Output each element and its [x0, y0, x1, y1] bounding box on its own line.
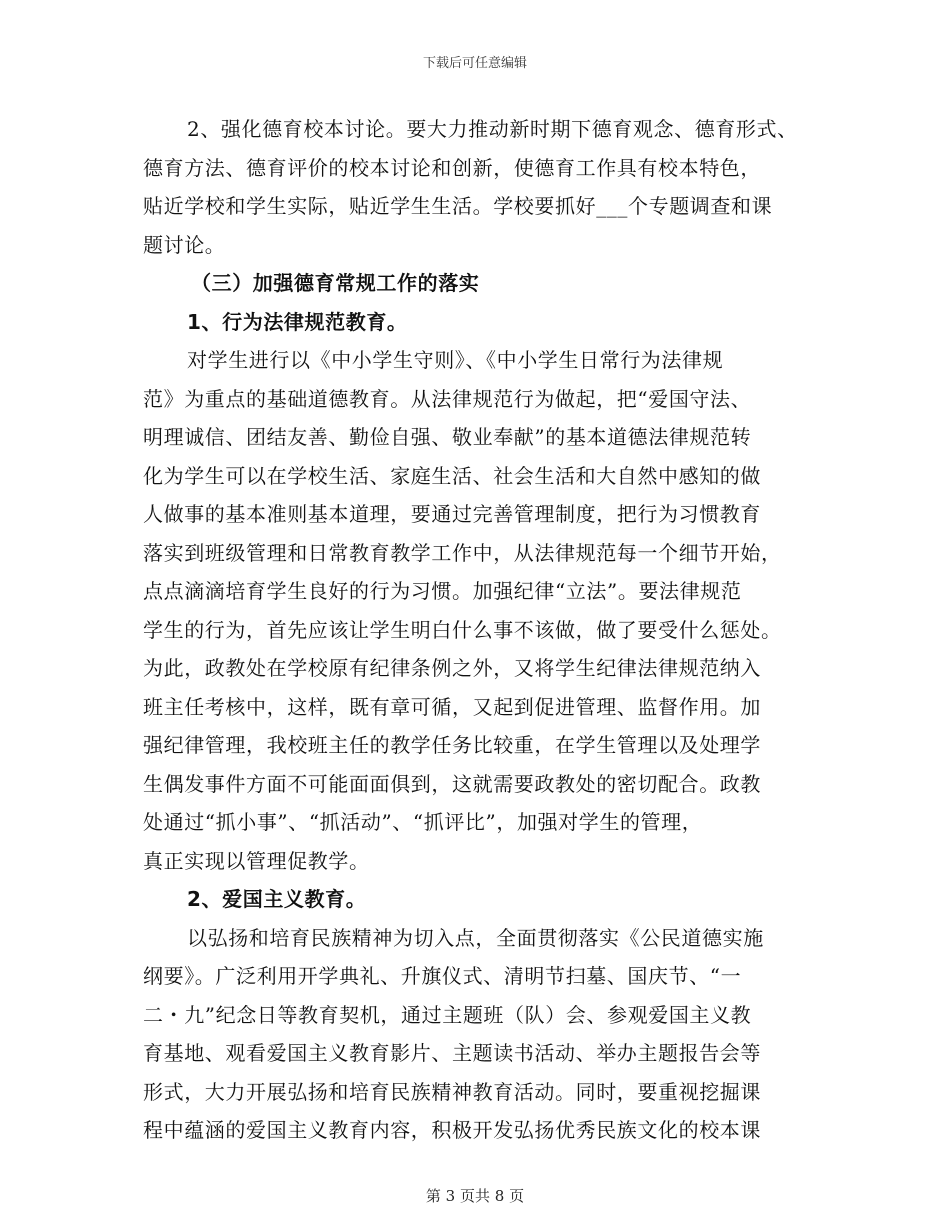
- paragraph-line: 化为学生可以在学校生活、家庭生活、社会生活和大自然中感知的做: [143, 463, 761, 488]
- paragraph-line: 以弘扬和培育民族精神为切入点，全面贯彻落实《公民道德实施: [187, 925, 764, 950]
- paragraph-line: 明理诚信、团结友善、勤俭自强、敬业奉献”的基本道德法律规范转: [143, 425, 752, 449]
- paragraph-line: 题讨论。: [143, 232, 226, 257]
- paragraph-line: 贴近学校和学生实际，贴近学生生活。学校要抓好___个专题调查和课: [143, 194, 773, 218]
- paragraph-line: 对学生进行以《中小学生守则》、《中小学生日常行为法律规: [187, 348, 724, 372]
- paragraph-line: 学生的行为，首先应该让学生明白什么事不该做，做了要受什么惩处。: [143, 617, 782, 642]
- paragraph-line: 德育方法、德育评价的校本讨论和创新，使德育工作具有校本特色，: [143, 155, 761, 180]
- document-body: [143, 110, 823, 1150]
- paragraph-line: 真正实现以管理促教学。: [143, 848, 370, 873]
- section-heading: （三）加强德育常规工作的落实: [191, 271, 480, 295]
- paragraph-line: 班主任考核中，这样，既有章可循，又起到促进管理、监督作用。加: [143, 694, 761, 719]
- paragraph-line: 范》为重点的基础道德教育。从法律规范行为做起，把“爱国守法、: [143, 386, 752, 411]
- paragraph-line: 强纪律管理，我校班主任的教学任务比较重，在学生管理以及处理学: [143, 733, 761, 757]
- subsection-heading: 2、爱国主义教育。: [187, 887, 367, 911]
- paragraph-line: 形式，大力开展弘扬和培育民族精神教育活动。同时，要重视挖掘课: [143, 1079, 761, 1104]
- paragraph-line: 人做事的基本准则基本道理，要通过完善管理制度，把行为习惯教育: [143, 502, 761, 526]
- page-footer: 第 3 页共 8 页: [425, 1187, 525, 1205]
- paragraph-line: 2、强化德育校本讨论。要大力推动新时期下德育观念、德育形式、: [187, 117, 798, 141]
- paragraph-line: 生偶发事件方面不可能面面俱到，这就需要政教处的密切配合。政教: [143, 771, 761, 796]
- subsection-heading: 1、行为法律规范教育。: [187, 309, 408, 334]
- paragraph-line: 点点滴滴培育学生良好的行为习惯。加强纪律“立法”。要法律规范: [143, 579, 742, 603]
- paragraph-line: 处通过“抓小事”、“抓活动”、“抓评比”，加强对学生的管理，: [143, 810, 703, 834]
- paragraph-line: 二・九”纪念日等教育契机，通过主题班（队）会、参观爱国主义教: [143, 1002, 752, 1027]
- page-header: 下载后可任意编辑: [422, 56, 527, 71]
- paragraph-line: 程中蕴涵的爱国主义教育内容，积极开发弘扬优秀民族文化的校本课: [143, 1118, 761, 1142]
- paragraph-line: 落实到班级管理和日常教育教学工作中，从法律规范每一个细节开始，: [143, 540, 782, 565]
- paragraph-line: 纲要》。广泛利用开学典礼、升旗仪式、清明节扫墓、国庆节、“一: [143, 964, 742, 988]
- paragraph-line: 为此，政教处在学校原有纪律条例之外，又将学生纪律法律规范纳入: [143, 656, 761, 680]
- paragraph-line: 育基地、观看爱国主义教育影片、主题读书活动、举办主题报告会等: [143, 1041, 761, 1065]
